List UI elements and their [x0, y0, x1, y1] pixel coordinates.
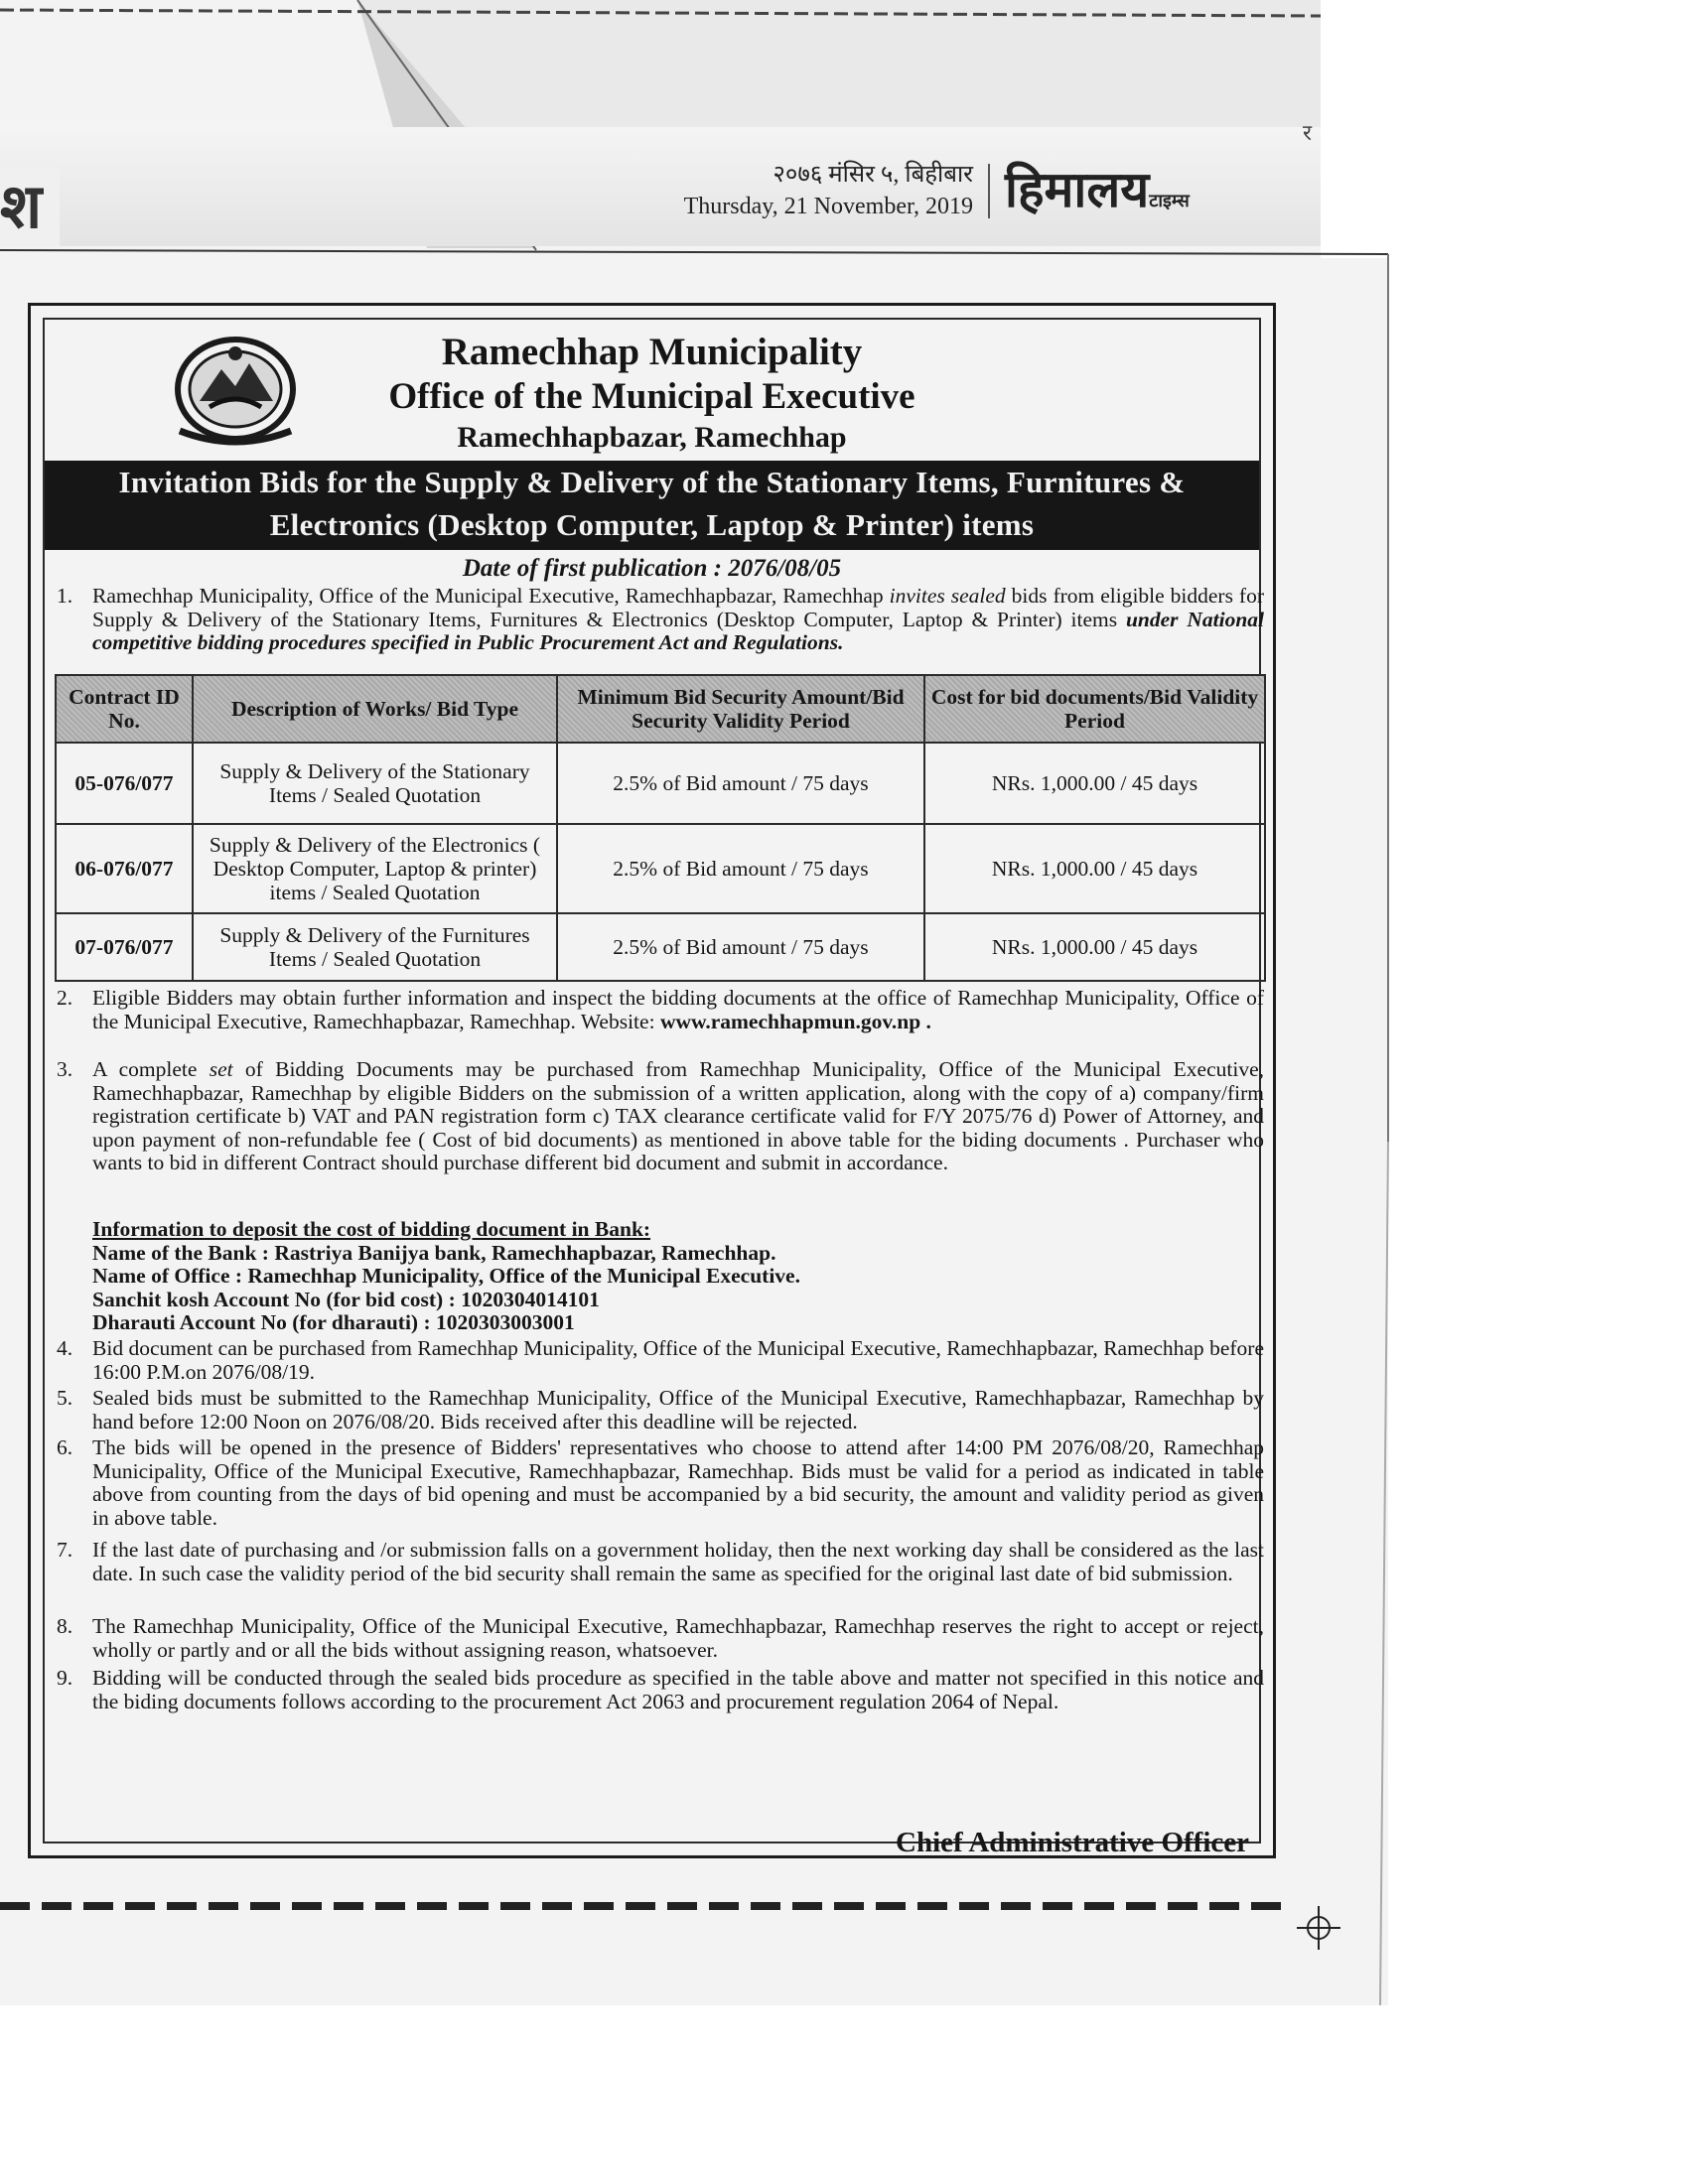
bid-security: 2.5% of Bid amount / 75 days — [557, 913, 924, 981]
logo-text: हिमालय — [1005, 161, 1150, 218]
paragraph-number: 9. — [57, 1666, 73, 1690]
newspaper-logo — [1005, 159, 1263, 232]
fold-mark: र — [1303, 121, 1312, 146]
signature-title: Chief Administrative Officer — [896, 1827, 1249, 1858]
paragraph-5 — [57, 1387, 1264, 1433]
paragraph-7 — [57, 1539, 1264, 1585]
paragraph-9 — [57, 1667, 1264, 1713]
paragraph-number: 6. — [57, 1435, 73, 1459]
bid-table — [55, 674, 1266, 982]
table-row — [56, 913, 1265, 981]
para1-text-bold-italic: under National competitive bidding procedures specified in Public Procurement Act and Regulations. — [92, 607, 1265, 654]
paragraph-number: 2. — [57, 986, 73, 1010]
table-header-cell: Contract ID No. — [56, 675, 193, 743]
para3-text-a: A complete — [92, 1057, 210, 1081]
date-english: Thursday, 21 November, 2019 — [683, 194, 973, 219]
para2-text: Eligible Bidders may obtain further information and inspect the bidding documents at the office of Ramechhap Municipality, Office of the Municipal Executive, Ramechhapbazar, Ramechhap. Website: — [92, 986, 1264, 1033]
logo-sub: टाइम्स — [1149, 191, 1190, 211]
paragraph-number: 4. — [57, 1336, 73, 1360]
para1-text-a: Ramechhap Municipality, Office of the Municipal Executive, Ramechhapbazar, Ramechhap — [92, 584, 890, 608]
contract-id: 06-076/077 — [56, 824, 193, 913]
paragraph-2 — [57, 987, 1264, 1033]
paragraph-number: 3. — [57, 1057, 73, 1081]
bid-notice — [28, 303, 1276, 1858]
para9-text: Bidding will be conducted through the sealed bids procedure as specified in the table above and matter not specified in this notice and the biding documents follows according to the procurement Act 2063 and procurement regulation 2064 of Nepal. — [92, 1666, 1264, 1713]
work-description: Supply & Delivery of the Stationary Items / Sealed Quotation — [193, 743, 557, 824]
bid-security: 2.5% of Bid amount / 75 days — [557, 743, 924, 824]
paragraph-4 — [57, 1337, 1264, 1384]
work-description: Supply & Delivery of the Furnitures Items / Sealed Quotation — [193, 913, 557, 981]
para7-text: If the last date of purchasing and /or submission falls on a government holiday, then the next working day shall be considered as the last date. In such case the validity period of the bid security shall remain the same as specified for the original last date of bid submission. — [92, 1538, 1264, 1585]
table-header-cell: Cost for bid documents/Bid Validity Period — [924, 675, 1265, 743]
header-location: Ramechhapbazar, Ramechhap — [457, 421, 847, 454]
paragraph-8 — [57, 1615, 1264, 1662]
paragraph-number: 7. — [57, 1538, 73, 1562]
masthead-corner-text: श — [0, 167, 60, 246]
header-municipality: Ramechhap Municipality — [441, 331, 863, 373]
paragraph-3 — [57, 1058, 1264, 1175]
contract-id: 07-076/077 — [56, 913, 193, 981]
date-nepali: २०७६ मंसिर ५, बिहीबार — [773, 162, 973, 188]
para8-text: The Ramechhap Municipality, Office of the Municipal Executive, Ramechhapbazar, Ramechhap reserves the right to accept or reject, wholly or partly and or all the bids without assigning reason, whatsoever. — [92, 1614, 1264, 1662]
bid-notice-inner — [43, 318, 1265, 1858]
table-header-cell: Description of Works/ Bid Type — [193, 675, 557, 743]
notice-title-line2: Electronics (Desktop Computer, Laptop & Printer) items — [269, 507, 1035, 542]
table-row — [56, 743, 1265, 824]
cut-line-divider — [0, 1902, 1281, 1910]
document-cost: NRs. 1,000.00 / 45 days — [924, 824, 1265, 913]
work-description: Supply & Delivery of the Electronics ( Desktop Computer, Laptop & printer) items / Sealed Quotation — [193, 824, 557, 913]
contract-id: 05-076/077 — [56, 743, 193, 824]
paragraph-number: 1. — [57, 584, 73, 608]
document-cost: NRs. 1,000.00 / 45 days — [924, 913, 1265, 981]
para3-text-b: of Bidding Documents may be purchased from Ramechhap Municipality, Office of the Municipal Executive, Ramechhapbazar, Ramechhap by eligible Bidders on the submission of a written application, along with the copy of a) company/firm registration certificate b) VAT and PAN registration form c) TAX clearance certificate valid for F/Y 2075/76 d) Power of Attorney, and upon payment of non-refundable fee ( Cost of bid documents) as mentioned in above table for the biding documents . Purchaser who wants to bid in different Contract should purchase different bid document and submit in accordance. — [92, 1057, 1265, 1174]
paragraph-1 — [57, 585, 1264, 655]
publication-date: Date of first publication : 2076/08/05 — [462, 555, 842, 582]
masthead-separator — [988, 164, 990, 218]
para3-text-italic: set — [209, 1057, 233, 1081]
para1-text-b: bids from eligible bidders for Supply & Delivery of the Stationary Items, Furnitures & Electronics (Desktop Computer, Laptop & Printer) items — [92, 584, 1264, 631]
registration-crosshair-icon — [1297, 1906, 1340, 1950]
para4-text: Bid document can be purchased from Ramechhap Municipality, Office of the Municipal Executive, Ramechhapbazar, Ramechhap before 16:00 P.M.on 2076/08/19. — [92, 1336, 1264, 1384]
dharauti-account: Dharauti Account No (for dharauti) : 1020303003001 — [92, 1310, 575, 1334]
paragraph-number: 8. — [57, 1614, 73, 1638]
para1-text-italic: invites sealed — [889, 584, 1006, 608]
document-cost: NRs. 1,000.00 / 45 days — [924, 743, 1265, 824]
para5-text: Sealed bids must be submitted to the Ramechhap Municipality, Office of the Municipal Executive, Ramechhapbazar, Ramechhap by hand before 12:00 Noon on 2076/08/20. Bids received after this deadline will be rejected. — [92, 1386, 1264, 1433]
website-link[interactable]: www.ramechhapmun.gov.np . — [659, 1009, 931, 1033]
table-row — [56, 824, 1265, 913]
office-name: Name of Office : Ramechhap Municipality, Office of the Municipal Executive. — [92, 1264, 800, 1288]
bank-name: Name of the Bank : Rastriya Banijya bank, Ramechhapbazar, Ramechhap. — [92, 1240, 776, 1265]
bid-security: 2.5% of Bid amount / 75 days — [557, 824, 924, 913]
table-header-row — [56, 675, 1265, 743]
table-header-cell: Minimum Bid Security Amount/Bid Security Validity Period — [557, 675, 924, 743]
sanchit-account: Sanchit kosh Account No (for bid cost) : 1020304014101 — [92, 1287, 600, 1311]
bank-info-heading: Information to deposit the cost of bidding document in Bank: — [92, 1217, 651, 1241]
paragraph-number: 5. — [57, 1386, 73, 1410]
notice-title-line1: Invitation Bids for the Supply & Delivery of the Stationary Items, Furnitures & — [118, 465, 1186, 499]
bank-info — [92, 1218, 1264, 1335]
header-office: Office of the Municipal Executive — [388, 376, 915, 417]
paragraph-6 — [57, 1436, 1264, 1530]
masthead-date — [556, 159, 973, 222]
notice-title-band — [45, 461, 1259, 550]
para6-text: The bids will be opened in the presence of Bidders' representatives who choose to attend after 14:00 PM 2076/08/20, Ramechhap Municipality, Office of the Municipal Executive, Ramechhapbazar, Ramechhap. Bids must be valid for a period as indicated in table above from counting from the days of bid opening and must be accompanied by a bid security, the amount and validity period as given in above table. — [92, 1435, 1264, 1530]
